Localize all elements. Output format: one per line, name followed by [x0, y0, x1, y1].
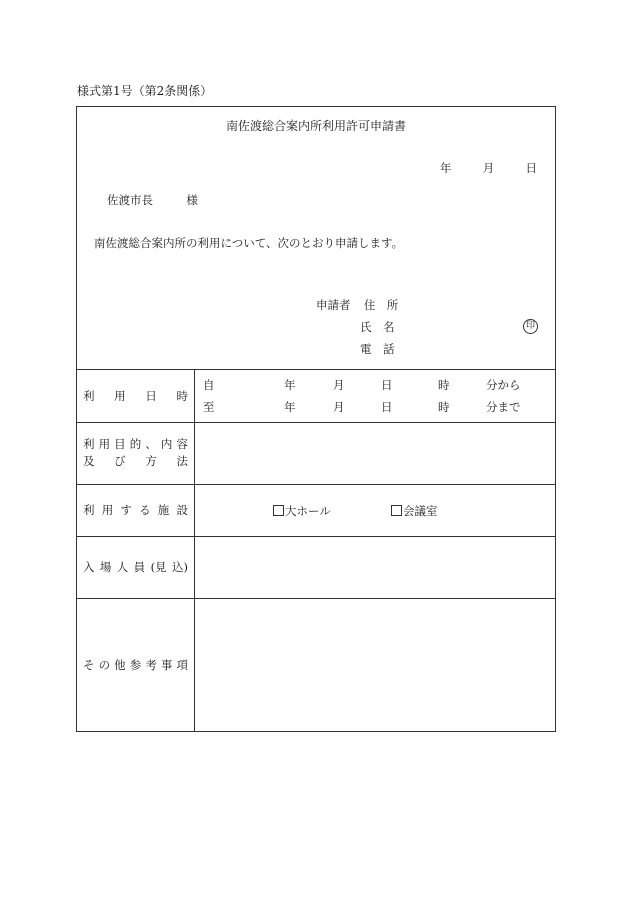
label-char: そ: [83, 657, 95, 672]
label-char: 利: [83, 388, 95, 403]
to-prefix: 至: [203, 400, 215, 414]
date-day-label: 日: [525, 161, 537, 175]
date-month-label: 月: [482, 161, 495, 175]
checkbox-icon[interactable]: [273, 505, 284, 516]
label-char: び: [114, 454, 126, 468]
label-char: 員: [133, 560, 146, 574]
label-char: 方: [145, 454, 157, 468]
to-hour: 時: [438, 400, 450, 414]
label-char: 目: [114, 437, 126, 451]
label-char: 用: [101, 503, 114, 517]
label-char: 用: [114, 388, 126, 403]
option-label: 会議室: [403, 504, 438, 518]
from-year: 年: [284, 378, 296, 392]
purpose-label: [77, 422, 194, 484]
label-char: 法: [176, 454, 188, 468]
phone-label: 電 話: [360, 342, 395, 356]
date-year-label: 年: [439, 161, 452, 175]
to-day: 日: [381, 400, 393, 414]
facility-option-meeting-room[interactable]: [391, 503, 438, 519]
intro-text: 南佐渡総合案内所の利用について、次のとおり申請します。: [94, 236, 404, 250]
purpose-field[interactable]: [195, 422, 556, 484]
label-char: 的: [129, 437, 142, 451]
label-char: 利: [83, 503, 95, 517]
from-month: 月: [333, 378, 345, 392]
other-notes-field[interactable]: [195, 598, 556, 731]
recipient-name: 佐渡市長: [107, 193, 153, 207]
label-char: す: [120, 503, 132, 517]
attendance-label: [77, 536, 194, 598]
facility-option-large-hall[interactable]: [273, 503, 331, 519]
address-label: 住 所: [363, 298, 399, 312]
applicant-address-row: [316, 297, 398, 313]
label-char: 人: [116, 560, 129, 574]
usage-datetime-label: [77, 369, 194, 422]
label-char: 込): [171, 560, 188, 574]
label-char: (見: [150, 560, 167, 574]
label-char: 日: [145, 388, 157, 403]
label-char: 及: [83, 454, 95, 468]
label-char: 時: [176, 388, 188, 403]
from-prefix: 自: [203, 378, 215, 392]
seal-mark: 印: [523, 319, 538, 334]
label-char: 施: [157, 503, 170, 517]
label-char: 利: [83, 437, 95, 451]
checkbox-icon[interactable]: [391, 505, 402, 516]
label-char: 用: [98, 437, 111, 451]
label-char: 場: [99, 560, 112, 574]
applicant-label: 申請者: [316, 298, 351, 312]
label-char: 内: [160, 437, 173, 451]
form-number: 様式第1号（第2条関係）: [77, 84, 213, 98]
label-char: 項: [176, 657, 188, 672]
recipient-honorific: 様: [186, 193, 198, 207]
from-hour: 時: [438, 378, 450, 392]
label-char: る: [139, 503, 151, 517]
label-char: 、: [145, 437, 157, 451]
recipient: [107, 192, 198, 208]
label-char: 入: [83, 560, 95, 574]
label-char: 考: [145, 657, 157, 672]
from-day: 日: [381, 378, 393, 392]
attendance-field[interactable]: [195, 536, 556, 598]
label-char: 他: [114, 657, 126, 672]
label-char: 事: [160, 657, 173, 672]
label-char: の: [98, 657, 111, 672]
to-month: 月: [333, 400, 345, 414]
to-year: 年: [284, 400, 296, 414]
label-char: 参: [129, 657, 142, 672]
from-minute: 分から: [486, 378, 521, 392]
option-label: 大ホール: [285, 504, 331, 518]
to-minute: 分まで: [486, 400, 521, 414]
label-char: 容: [176, 437, 188, 451]
application-form: [76, 106, 556, 732]
application-date: [440, 160, 537, 176]
name-label: 氏 名: [360, 320, 395, 334]
other-notes-label: [77, 598, 194, 731]
facility-label: [77, 484, 194, 536]
label-char: 設: [176, 503, 188, 517]
form-title: 南佐渡総合案内所利用許可申請書: [225, 119, 406, 133]
